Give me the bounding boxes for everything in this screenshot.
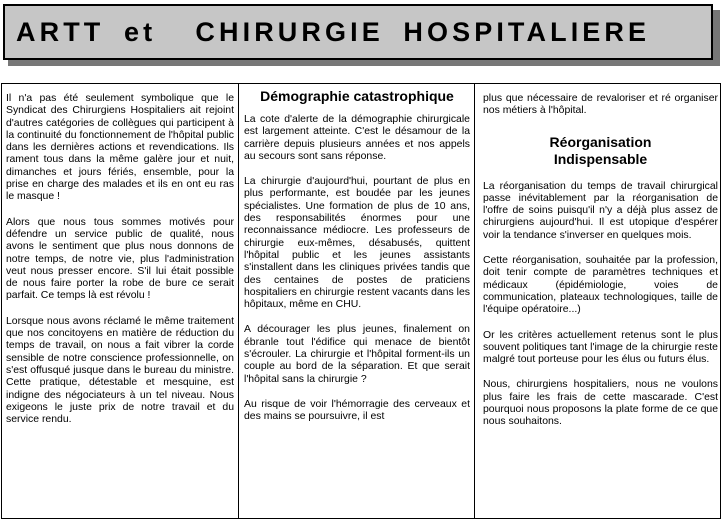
paragraph: La cote d'alerte de la démographie chirurgicale est largement atteinte. C'est le désamour de la carrière depuis plusieurs années et nos appels au secours sont sans réponse.	[244, 114, 470, 162]
section-heading-demographie: Démographie catastrophique	[260, 88, 454, 104]
paragraph: Alors que nous tous sommes motivés pour défendre un service public de qualité, nous avons le sentiment que plus nous donnons de notre temps, de notre vie, plus l'administration veut nous presser encore. S'il lui était possible de nous faire porter la robe de bure ce serait parfait. Ce temps là est révolu !	[6, 216, 234, 302]
paragraph: Or les critères actuellement retenus sont le plus souvent politiques tant l'image de la chirurgie reste malgré tout porteuse pour les élus ou futurs élus.	[483, 329, 718, 366]
column-2	[238, 84, 474, 518]
paragraph: La réorganisation du temps de travail chirurgical passe inévitablement par la réorganisation de l'offre de soins puisqu'il n'y a déjà plus assez de chirurgiens aujourd'hui. Il est utopique d'espérer voir la tendance s'inverser en quelques mois.	[483, 180, 718, 241]
article-frame	[1, 83, 721, 519]
title-banner	[3, 4, 713, 60]
column-1	[2, 84, 238, 518]
section-heading-line: Indispensable	[553, 150, 648, 167]
paragraph: Cette réorganisation, souhaitée par la profession, doit tenir compte de paramètres techniques et médicaux (épidémiologie, voies de communication, plateaux technologiques, taille de l'équipe opératoire...)	[483, 255, 718, 316]
paragraph: Nous, chirurgiens hospitaliers, nous ne voulons plus faire les frais de cette mascarade. C'est pourquoi nous proposons la plate forme de ce que nous souhaitons.	[483, 379, 718, 428]
paragraph: A décourager les plus jeunes, finalement on ébranle tout l'édifice qui menace de bientôt s'écrouler. La chirurgie et l'hôpital forment-ils un couple au bord de la séparation. Et que serait l'hôpital sans la chirurgie ?	[244, 324, 470, 385]
section-heading-reorganisation	[483, 134, 718, 168]
paragraph: La chirurgie d'aujourd'hui, pourtant de plus en plus performante, est boudée par les jeunes spécialistes. Une formation de plus de 10 ans, des responsabilités énormes pour une reconnaissance médiocre. Les professeurs de chirurgie eux-mêmes, désabusés, quittent l'hôpital public et les jeunes assistants s'installent dans les cliniques privées tandis que des centaines de postes de praticiens hospitaliers en chirurgie restent vacants dans les hôpitaux, même en CHU.	[244, 176, 470, 311]
page-title: ARTT et CHIRURGIE HOSPITALIERE	[16, 16, 651, 47]
paragraph: plus que nécessaire de revaloriser et ré organiser nos métiers à l'hôpital.	[483, 93, 718, 117]
section-heading-line: Réorganisation	[549, 133, 652, 150]
paragraph: Lorsque nous avons réclamé le même traitement que nos concitoyens en matière de réduction du temps de travail, on nous a fait vibrer la corde sensible de notre conscience professionnelle, on s'est offusqué jusque dans le bureau du ministre. Cette pratique, détestable et mesquine, est indigne des négociateurs à un tel niveau. Nous exigeons le juste prix de notre travail et du service rendu.	[6, 315, 234, 426]
paragraph: Au risque de voir l'hémorragie des cerveaux et des mains se poursuivre, il est	[244, 398, 470, 423]
column-3	[474, 84, 721, 518]
paragraph: Il n'a pas été seulement symbolique que le Syndicat des Chirurgiens Hospitaliers ait rejoint d'autres catégories de collègues qui participent à la continuité du fonctionnement de l'hôpital public dans les dernières actions et revendications. Ils rament tous dans la même galère jour et nuit, dimanches et jours fériés, ensemble, pour la prise en charge des malades et ils en ont eu ras le masque !	[6, 93, 234, 203]
